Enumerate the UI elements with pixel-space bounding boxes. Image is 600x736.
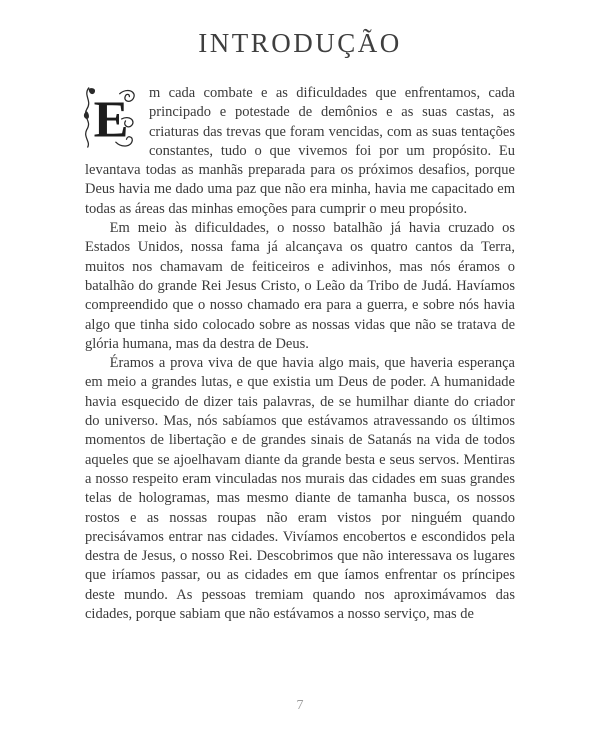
page-number: 7 bbox=[296, 698, 304, 713]
paragraph-1-text: m cada combate e as dificuldades que enfrentamos, cada principado e potestade de demônios e as suas castas, as criaturas das trevas que foram vencidas, com as suas tentações constantes, tudo o que vivemos foi por um propósito. Eu levantava todas as manhãs preparada para os próximos desafios, porque Deus havia me dado uma paz que não era minha, havia me capacitado em todas as áreas das minhas emoções para cumprir o meu propósito. bbox=[85, 85, 515, 217]
chapter-title: INTRODUÇÃO bbox=[198, 28, 402, 58]
paragraph-1 bbox=[85, 84, 515, 219]
drop-cap bbox=[80, 86, 142, 148]
paragraph-2: Em meio às dificuldades, o nosso batalhão já havia cruzado os Estados Unidos, nossa fama já alcançava os quatro cantos da Terra, muitos nos chamavam de feiticeiros e adivinhos, mas nós éramos o batalhão do grande Rei Jesus Cristo, o Leão da Tribo de Judá. Havíamos compreendido que o nosso chamado era para a guerra, e sobre nós havia algo que tinha sido colocado sobre as nossas vidas que não se tratava de glória humana, mas da destra de Deus. bbox=[85, 220, 515, 352]
drop-cap-letter: E bbox=[93, 90, 129, 148]
body-text bbox=[85, 84, 515, 624]
drop-cap-ornament-icon bbox=[80, 86, 142, 148]
paragraph-3: Éramos a prova viva de que havia algo mais, que haveria esperança em meio a grandes lutas, e que existia um Deus de poder. A humanidade havia esquecido de dizer tais palavras, de se humilhar diante do criador do universo. Mas, nós sabíamos que estávamos atravessando os últimos momentos de libertação e de grandes sinais de Satanás na vida de todos aqueles que se ajoelhavam diante da grande besta e seus servos. Mentiras a nosso respeito eram vinculadas nos murais das cidades em suas grandes telas de hologramas, mas mesmo diante de tamanha busca, os nossos rostos e as nossas roupas não eram vistos por ninguém quando precisávamos entrar nas cidades. Vivíamos encobertos e escondidos pela destra de Jesus, o nosso Rei. Descobrimos que não interessava os lugares que iríamos passar, ou as cidades em que íamos enfrentar os príncipes deste mundo. As pessoas tremiam quando nos aproximávamos das cidades, porque sabiam que não estávamos a nosso serviço, mas de bbox=[85, 355, 515, 623]
